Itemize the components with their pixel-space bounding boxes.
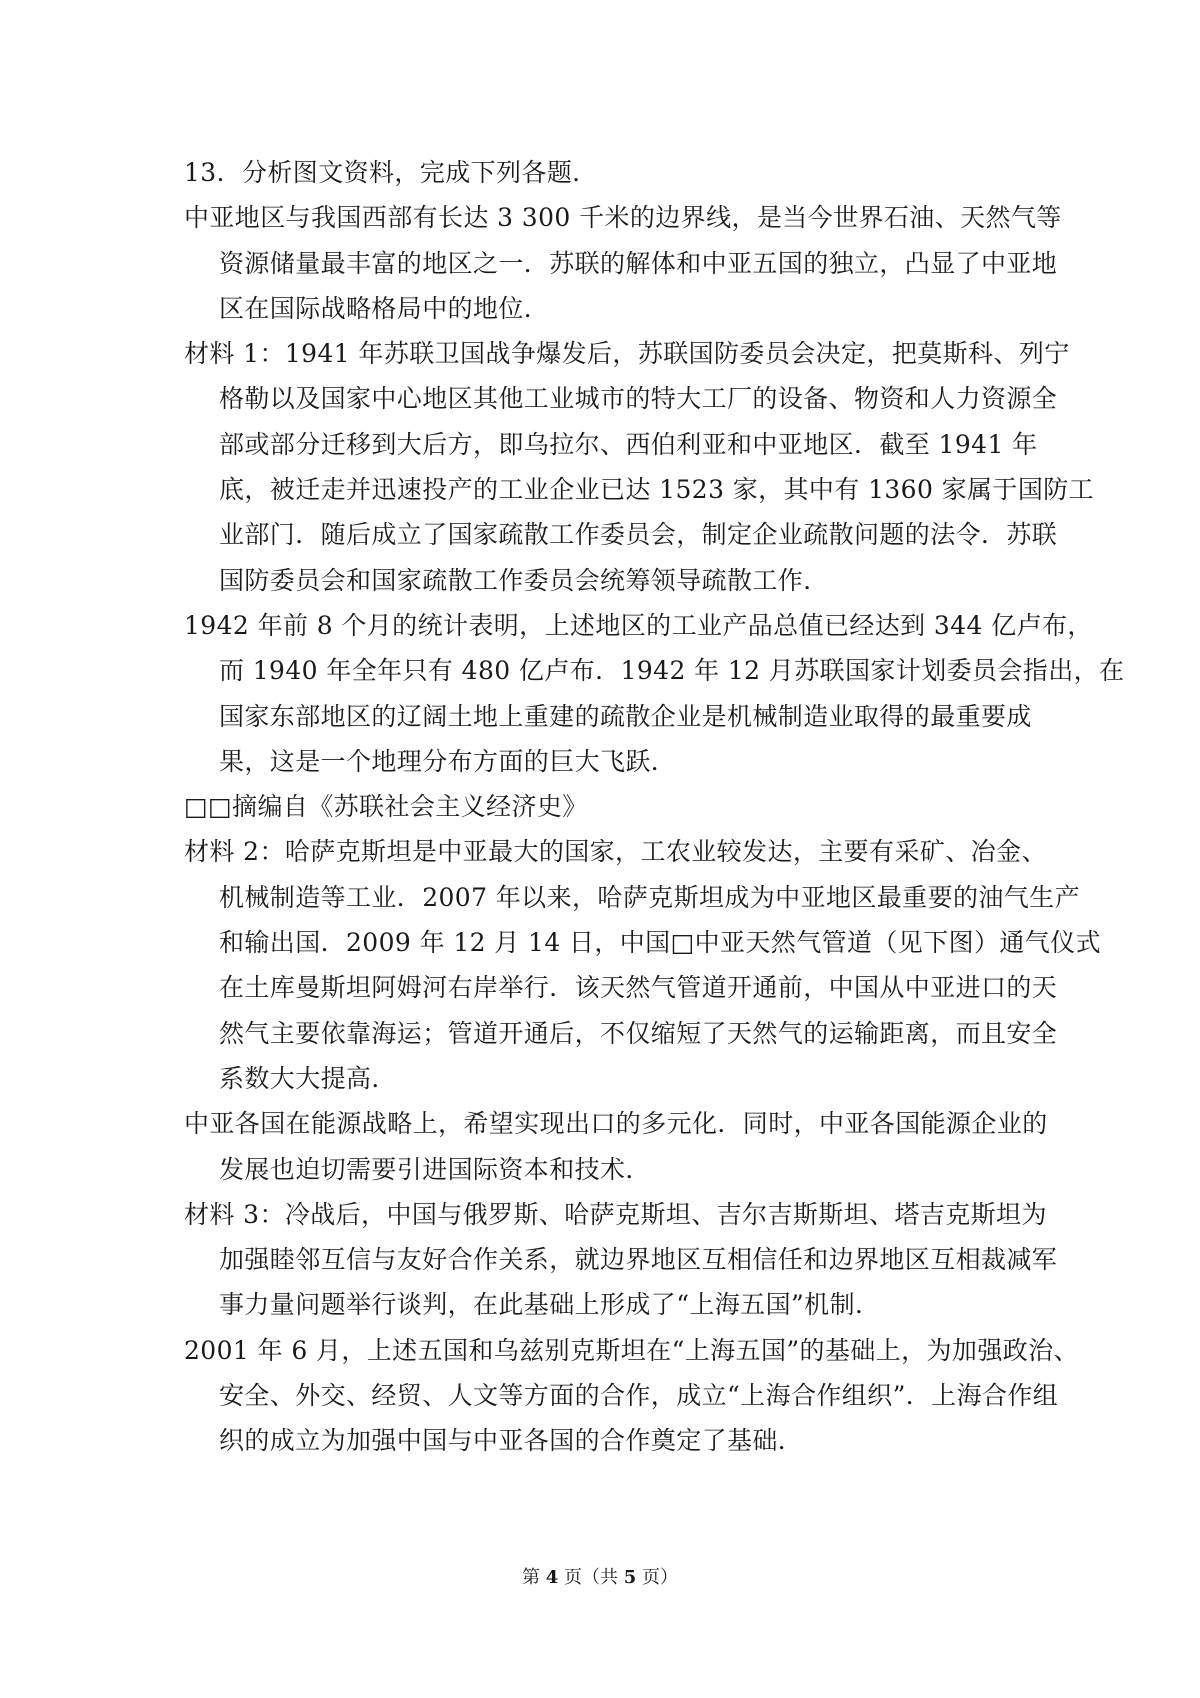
footer-middle: 页（共	[558, 1567, 624, 1588]
material2-line: 机械制造等工业．2007 年以来，哈萨克斯坦成为中亚地区最重要的油气生产	[219, 882, 1080, 912]
material1-line: 格勒以及国家中心地区其他工业城市的特大工厂的设备、物资和人力资源全	[219, 384, 1058, 414]
footer-page-number: 4	[545, 1567, 559, 1588]
intro-line: 资源储量最丰富的地区之一．苏联的解体和中亚五国的独立，凸显了中亚地	[219, 248, 1058, 278]
material3-sco-line: 织的成立为加强中国与中亚各国的合作奠定了基础．	[219, 1426, 804, 1456]
source-citation: □□摘编自《苏联社会主义经济史》	[184, 792, 588, 822]
material1-stats-line: 而 1940 年全年只有 480 亿卢布．1942 年 12 月苏联国家计划委员会指出，在	[219, 656, 1125, 686]
material3-line: 事力量问题举行谈判，在此基础上形成了“上海五国”机制．	[219, 1290, 881, 1320]
footer-prefix: 第	[522, 1567, 546, 1588]
material2-line: 材料 2：哈萨克斯坦是中亚最大的国家，工农业较发达，主要有采矿、冶金、	[184, 837, 1047, 867]
material1-stats-line: 1942 年前 8 个月的统计表明，上述地区的工业产品总值已经达到 344 亿卢布，	[184, 610, 1093, 640]
material3-line: 加强睦邻互信与友好合作关系，就边界地区互相信任和边界地区互相裁减军	[219, 1245, 1058, 1275]
page-footer	[0, 1566, 1200, 1590]
material1-line: 材料 1：1941 年苏联卫国战争爆发后，苏联国防委员会决定，把莫斯科、列宁	[184, 339, 1070, 369]
material1-stats-line: 果，这是一个地理分布方面的巨大飞跃．	[219, 746, 677, 776]
material2-line: 和输出国．2009 年 12 月 14 日，中国□中亚天然气管道（见下图）通气仪式	[219, 928, 1102, 958]
material1-line: 业部门．随后成立了国家疏散工作委员会，制定企业疏散问题的法令．苏联	[219, 520, 1058, 550]
material3-sco-line: 安全、外交、经贸、人文等方面的合作，成立“上海合作组织”．上海合作组	[219, 1381, 1059, 1411]
footer-suffix: 页）	[636, 1567, 678, 1588]
footer-total-pages: 5	[623, 1567, 637, 1588]
material3-sco-line: 2001 年 6 月，上述五国和乌兹别克斯坦在“上海五国”的基础上，为加强政治、	[184, 1335, 1079, 1365]
material1-stats-line: 国家东部地区的辽阔土地上重建的疏散企业是机械制造业取得的最重要成	[219, 701, 1032, 731]
material1-line: 部或部分迁移到大后方，即乌拉尔、西伯利亚和中亚地区．截至 1941 年	[219, 429, 1038, 459]
material2-energy-line: 发展也迫切需要引进国际资本和技术．	[219, 1154, 651, 1184]
material2-energy-line: 中亚各国在能源战略上，希望实现出口的多元化．同时，中亚各国能源企业的	[184, 1109, 1048, 1139]
question-line: 13．分析图文资料，完成下列各题．	[184, 158, 598, 187]
material2-line: 系数大大提高．	[219, 1063, 397, 1093]
material2-line: 然气主要依靠海运；管道开通后，不仅缩短了天然气的运输距离，而且安全	[219, 1018, 1058, 1048]
document-body	[184, 150, 1125, 1464]
intro-line: 中亚地区与我国西部有长达 3 300 千米的边界线，是当今世界石油、天然气等	[184, 203, 1062, 233]
material3-line: 材料 3：冷战后，中国与俄罗斯、哈萨克斯坦、吉尔吉斯斯坦、塔吉克斯坦为	[184, 1199, 1047, 1229]
intro-line: 区在国际战略格局中的地位．	[219, 293, 550, 323]
material1-line: 底，被迁走并迅速投产的工业企业已达 1523 家，其中有 1360 家属于国防工	[219, 475, 1095, 505]
material2-line: 在土库曼斯坦阿姆河右岸举行．该天然气管道开通前，中国从中亚进口的天	[219, 973, 1058, 1003]
material1-line: 国防委员会和国家疏散工作委员会统筹领导疏散工作．	[219, 565, 829, 595]
